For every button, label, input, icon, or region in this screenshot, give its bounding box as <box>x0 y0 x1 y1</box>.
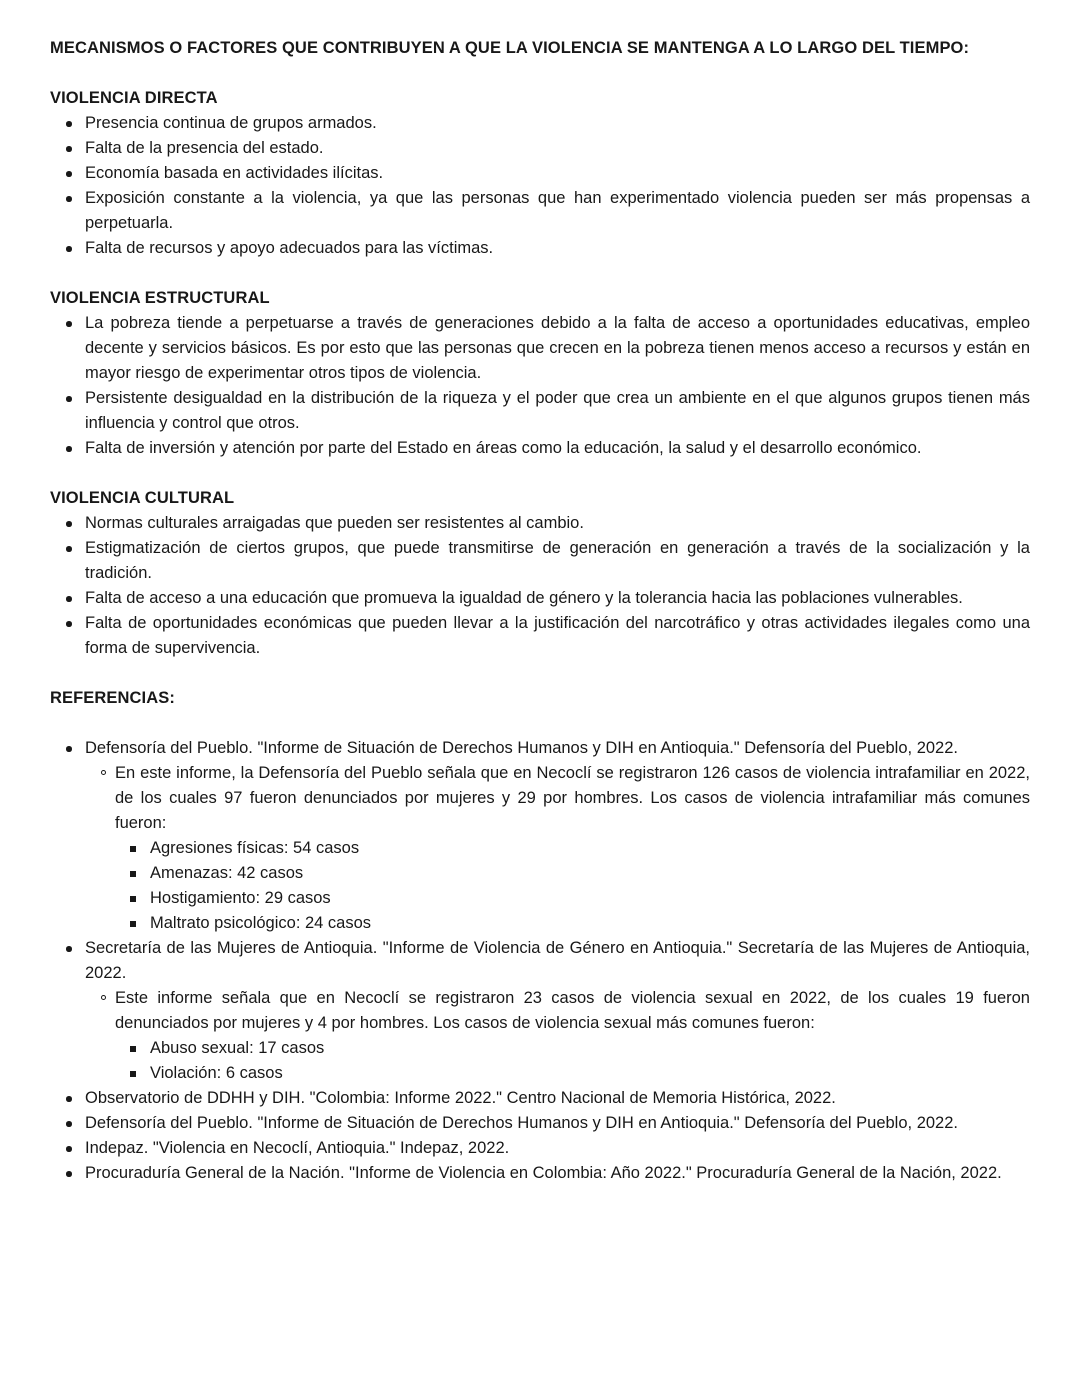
page-title: MECANISMOS O FACTORES QUE CONTRIBUYEN A QUE LA VIOLENCIA SE MANTENGA A LO LARGO DEL TIEMPO: <box>50 39 970 57</box>
disc-bullet-icon <box>66 246 72 252</box>
list-item-text: Exposición constante a la violencia, ya que las personas que han experimentado violencia pueden ser más propensas a perpetuarla. <box>85 189 1030 232</box>
square-bullet-icon <box>130 921 136 927</box>
section <box>50 86 1030 261</box>
list-item-text: Persistente desigualdad en la distribución de la riqueza y el poder que crea un ambiente en el que algunos grupos tienen más influencia y control que otros. <box>85 389 1030 432</box>
disc-bullet-icon <box>66 196 72 202</box>
reference-detail-list <box>115 1036 1030 1086</box>
disc-bullet-icon <box>66 621 72 627</box>
reference-detail-item <box>115 1061 1030 1086</box>
reference-detail-item <box>115 1036 1030 1061</box>
disc-bullet-icon <box>66 1146 72 1152</box>
list-item <box>50 236 1030 261</box>
reference-item <box>50 736 1030 936</box>
list-item <box>50 536 1030 586</box>
section-bullet-list <box>50 311 1030 461</box>
reference-note-item <box>85 986 1030 1086</box>
reference-citation: Observatorio de DDHH y DIH. "Colombia: Informe 2022." Centro Nacional de Memoria Histórica, 2022. <box>85 1089 836 1107</box>
square-bullet-icon <box>130 1046 136 1052</box>
reference-item <box>50 1111 1030 1136</box>
section-bullet-list <box>50 111 1030 261</box>
circle-bullet-icon <box>101 770 106 775</box>
list-item <box>50 161 1030 186</box>
reference-note-text: Este informe señala que en Necoclí se registraron 23 casos de violencia sexual en 2022, de los cuales 19 fueron denunciados por mujeres y 4 por hombres. Los casos de violencia sexual más comunes fueron: <box>115 989 1030 1032</box>
square-bullet-icon <box>130 1071 136 1077</box>
reference-citation: Defensoría del Pueblo. "Informe de Situación de Derechos Humanos y DIH en Antioquia." Defensoría del Pueblo, 2022. <box>85 739 958 757</box>
section <box>50 486 1030 661</box>
list-item <box>50 586 1030 611</box>
reference-citation: Procuraduría General de la Nación. "Informe de Violencia en Colombia: Año 2022." Procuraduría General de la Nación, 2022. <box>85 1164 1002 1182</box>
reference-item <box>50 1086 1030 1111</box>
circle-bullet-icon <box>101 995 106 1000</box>
list-item-text: Falta de oportunidades económicas que pueden llevar a la justificación del narcotráfico y otras actividades ilegales como una forma de supervivencia. <box>85 614 1030 657</box>
list-item <box>50 386 1030 436</box>
disc-bullet-icon <box>66 321 72 327</box>
disc-bullet-icon <box>66 946 72 952</box>
references-section <box>50 686 1030 1186</box>
list-item-text: Presencia continua de grupos armados. <box>85 114 377 132</box>
disc-bullet-icon <box>66 171 72 177</box>
reference-detail-text: Agresiones físicas: 54 casos <box>150 839 360 857</box>
reference-detail-item <box>115 861 1030 886</box>
disc-bullet-icon <box>66 146 72 152</box>
list-item <box>50 311 1030 386</box>
references-heading: REFERENCIAS: <box>50 689 175 707</box>
reference-detail-item <box>115 911 1030 936</box>
list-item <box>50 611 1030 661</box>
disc-bullet-icon <box>66 121 72 127</box>
list-item-text: La pobreza tiende a perpetuarse a través de generaciones debido a la falta de acceso a oportunidades educativas, empleo decente y servicios básicos. Es por esto que las personas que crecen en la pobreza tienen menos acceso a recursos y están en mayor riesgo de experimentar otros tipos de violencia. <box>85 314 1030 382</box>
reference-note-list <box>85 761 1030 936</box>
list-item <box>50 136 1030 161</box>
list-item-text: Falta de inversión y atención por parte del Estado en áreas como la educación, la salud y el desarrollo económico. <box>85 439 922 457</box>
square-bullet-icon <box>130 846 136 852</box>
list-item <box>50 186 1030 236</box>
section-heading: VIOLENCIA DIRECTA <box>50 89 218 107</box>
disc-bullet-icon <box>66 446 72 452</box>
reference-detail-text: Amenazas: 42 casos <box>150 864 304 882</box>
reference-citation: Defensoría del Pueblo. "Informe de Situación de Derechos Humanos y DIH en Antioquia." Defensoría del Pueblo, 2022. <box>85 1114 958 1132</box>
reference-detail-text: Hostigamiento: 29 casos <box>150 889 331 907</box>
reference-detail-text: Violación: 6 casos <box>150 1064 283 1082</box>
list-item-text: Normas culturales arraigadas que pueden ser resistentes al cambio. <box>85 514 584 532</box>
disc-bullet-icon <box>66 746 72 752</box>
list-item <box>50 111 1030 136</box>
reference-citation: Indepaz. "Violencia en Necoclí, Antioquia." Indepaz, 2022. <box>85 1139 510 1157</box>
reference-note-text: En este informe, la Defensoría del Pueblo señala que en Necoclí se registraron 126 casos de violencia intrafamiliar en 2022, de los cuales 97 fueron denunciados por mujeres y 29 por hombres. Los casos de violencia intrafamiliar más comunes fueron: <box>115 764 1030 832</box>
reference-item <box>50 1161 1030 1186</box>
list-item-text: Economía basada en actividades ilícitas. <box>85 164 384 182</box>
reference-note-list <box>85 986 1030 1086</box>
reference-note-item <box>85 761 1030 936</box>
section-bullet-list <box>50 511 1030 661</box>
list-item-text: Falta de recursos y apoyo adecuados para las víctimas. <box>85 239 494 257</box>
sections-container <box>50 86 1030 661</box>
disc-bullet-icon <box>66 596 72 602</box>
list-item <box>50 436 1030 461</box>
disc-bullet-icon <box>66 546 72 552</box>
list-item-text: Falta de la presencia del estado. <box>85 139 324 157</box>
reference-detail-list <box>115 836 1030 936</box>
disc-bullet-icon <box>66 1121 72 1127</box>
list-item <box>50 511 1030 536</box>
reference-item <box>50 936 1030 1086</box>
section-heading: VIOLENCIA CULTURAL <box>50 489 235 507</box>
section-heading: VIOLENCIA ESTRUCTURAL <box>50 289 270 307</box>
square-bullet-icon <box>130 896 136 902</box>
reference-item <box>50 1136 1030 1161</box>
reference-detail-item <box>115 836 1030 861</box>
disc-bullet-icon <box>66 396 72 402</box>
references-list <box>50 736 1030 1186</box>
disc-bullet-icon <box>66 1171 72 1177</box>
reference-detail-text: Maltrato psicológico: 24 casos <box>150 914 372 932</box>
list-item-text: Estigmatización de ciertos grupos, que puede transmitirse de generación en generación a través de la socialización y la tradición. <box>85 539 1030 582</box>
square-bullet-icon <box>130 871 136 877</box>
disc-bullet-icon <box>66 521 72 527</box>
reference-citation: Secretaría de las Mujeres de Antioquia. "Informe de Violencia de Género en Antioquia." Secretaría de las Mujeres de Antioquia, 2022. <box>85 939 1030 982</box>
reference-detail-text: Abuso sexual: 17 casos <box>150 1039 325 1057</box>
disc-bullet-icon <box>66 1096 72 1102</box>
list-item-text: Falta de acceso a una educación que promueva la igualdad de género y la tolerancia hacia las poblaciones vulnerables. <box>85 589 963 607</box>
section <box>50 286 1030 461</box>
reference-detail-item <box>115 886 1030 911</box>
